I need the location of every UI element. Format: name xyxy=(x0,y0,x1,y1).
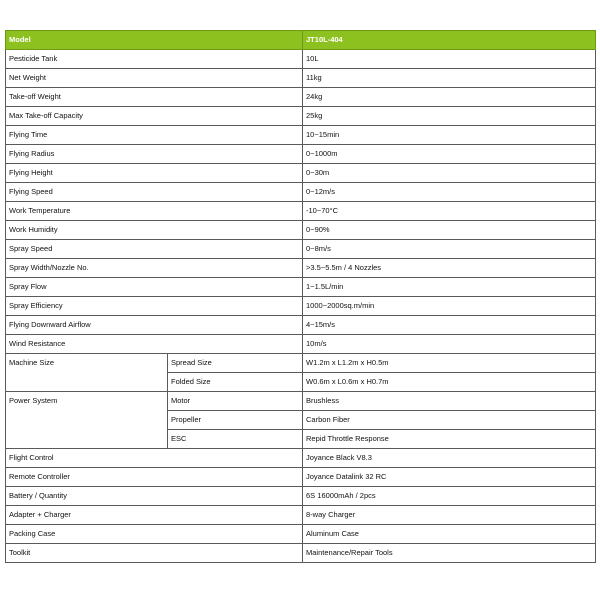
machine-size-row xyxy=(6,354,596,373)
spec-label: Remote Controller xyxy=(6,468,303,487)
spec-value: 11kg xyxy=(303,69,596,88)
power-system-sub-value: Brushless xyxy=(303,392,596,411)
table-row xyxy=(6,316,596,335)
spec-label: Max Take-off Capacity xyxy=(6,107,303,126)
spec-value: Aluminum Case xyxy=(303,525,596,544)
spec-value: Joyance Datalink 32 RC xyxy=(303,468,596,487)
spec-table xyxy=(5,30,596,563)
spec-value: 8-way Charger xyxy=(303,506,596,525)
table-row xyxy=(6,487,596,506)
table-row xyxy=(6,506,596,525)
table-row xyxy=(6,525,596,544)
spec-value: 0~12m/s xyxy=(303,183,596,202)
spec-value: 1~1.5L/min xyxy=(303,278,596,297)
model-value: JT10L-404 xyxy=(303,31,596,50)
machine-size-sub-value: W1.2m x L1.2m x H0.5m xyxy=(303,354,596,373)
spec-value: 10~15min xyxy=(303,126,596,145)
spec-label: Flying Speed xyxy=(6,183,303,202)
power-system-sub-value: Repid Throttle Response xyxy=(303,430,596,449)
power-system-row xyxy=(6,392,596,411)
spec-label: Battery / Quantity xyxy=(6,487,303,506)
spec-label: Net Weight xyxy=(6,69,303,88)
machine-size-sub-label: Spread Size xyxy=(168,354,303,373)
spec-value: 4~15m/s xyxy=(303,316,596,335)
power-system-sub-value: Carbon Fiber xyxy=(303,411,596,430)
spec-value: -10~70°C xyxy=(303,202,596,221)
spec-value: 24kg xyxy=(303,88,596,107)
spec-value: Joyance Black V8.3 xyxy=(303,449,596,468)
spec-label: Spray Efficiency xyxy=(6,297,303,316)
spec-value: 25kg xyxy=(303,107,596,126)
table-row xyxy=(6,202,596,221)
spec-label: Work Temperature xyxy=(6,202,303,221)
spec-label: Packing Case xyxy=(6,525,303,544)
table-row xyxy=(6,107,596,126)
machine-size-sub-value: W0.6m x L0.6m x H0.7m xyxy=(303,373,596,392)
table-row xyxy=(6,335,596,354)
table-row xyxy=(6,126,596,145)
spec-label: Spray Width/Nozzle No. xyxy=(6,259,303,278)
spec-value: >3.5~5.5m / 4 Nozzles xyxy=(303,259,596,278)
spec-label: Flying Downward Airflow xyxy=(6,316,303,335)
spec-value: 0~30m xyxy=(303,164,596,183)
table-row xyxy=(6,69,596,88)
spec-label: Flying Radius xyxy=(6,145,303,164)
table-row xyxy=(6,145,596,164)
spec-label: Wind Resistance xyxy=(6,335,303,354)
table-row xyxy=(6,164,596,183)
header-label: Model xyxy=(6,31,303,50)
spec-label: Flying Time xyxy=(6,126,303,145)
power-system-sub-label: Motor xyxy=(168,392,303,411)
spec-value: 10m/s xyxy=(303,335,596,354)
table-row xyxy=(6,544,596,563)
table-row xyxy=(6,278,596,297)
spec-label: Spray Speed xyxy=(6,240,303,259)
table-row xyxy=(6,297,596,316)
spec-value: 1000~2000sq.m/min xyxy=(303,297,596,316)
table-row xyxy=(6,88,596,107)
power-system-sub-label: Propeller xyxy=(168,411,303,430)
table-row xyxy=(6,259,596,278)
table-row xyxy=(6,240,596,259)
table-row xyxy=(6,449,596,468)
spec-label: Flight Control xyxy=(6,449,303,468)
spec-label: Pesticide Tank xyxy=(6,50,303,69)
machine-size-label: Machine Size xyxy=(6,354,168,392)
power-system-label: Power System xyxy=(6,392,168,449)
spec-label: Flying Height xyxy=(6,164,303,183)
spec-label: Toolkit xyxy=(6,544,303,563)
spec-label: Spray Flow xyxy=(6,278,303,297)
spec-value: 10L xyxy=(303,50,596,69)
spec-value: 0~90% xyxy=(303,221,596,240)
machine-size-sub-label: Folded Size xyxy=(168,373,303,392)
spec-value: 0~8m/s xyxy=(303,240,596,259)
header-row xyxy=(6,31,596,50)
spec-label: Adapter + Charger xyxy=(6,506,303,525)
table-row xyxy=(6,221,596,240)
spec-value: 0~1000m xyxy=(303,145,596,164)
table-row xyxy=(6,50,596,69)
table-row xyxy=(6,468,596,487)
power-system-sub-label: ESC xyxy=(168,430,303,449)
spec-table-body xyxy=(6,31,596,563)
spec-value: Maintenance/Repair Tools xyxy=(303,544,596,563)
spec-label: Work Humidity xyxy=(6,221,303,240)
spec-label: Take-off Weight xyxy=(6,88,303,107)
table-row xyxy=(6,183,596,202)
spec-value: 6S 16000mAh / 2pcs xyxy=(303,487,596,506)
